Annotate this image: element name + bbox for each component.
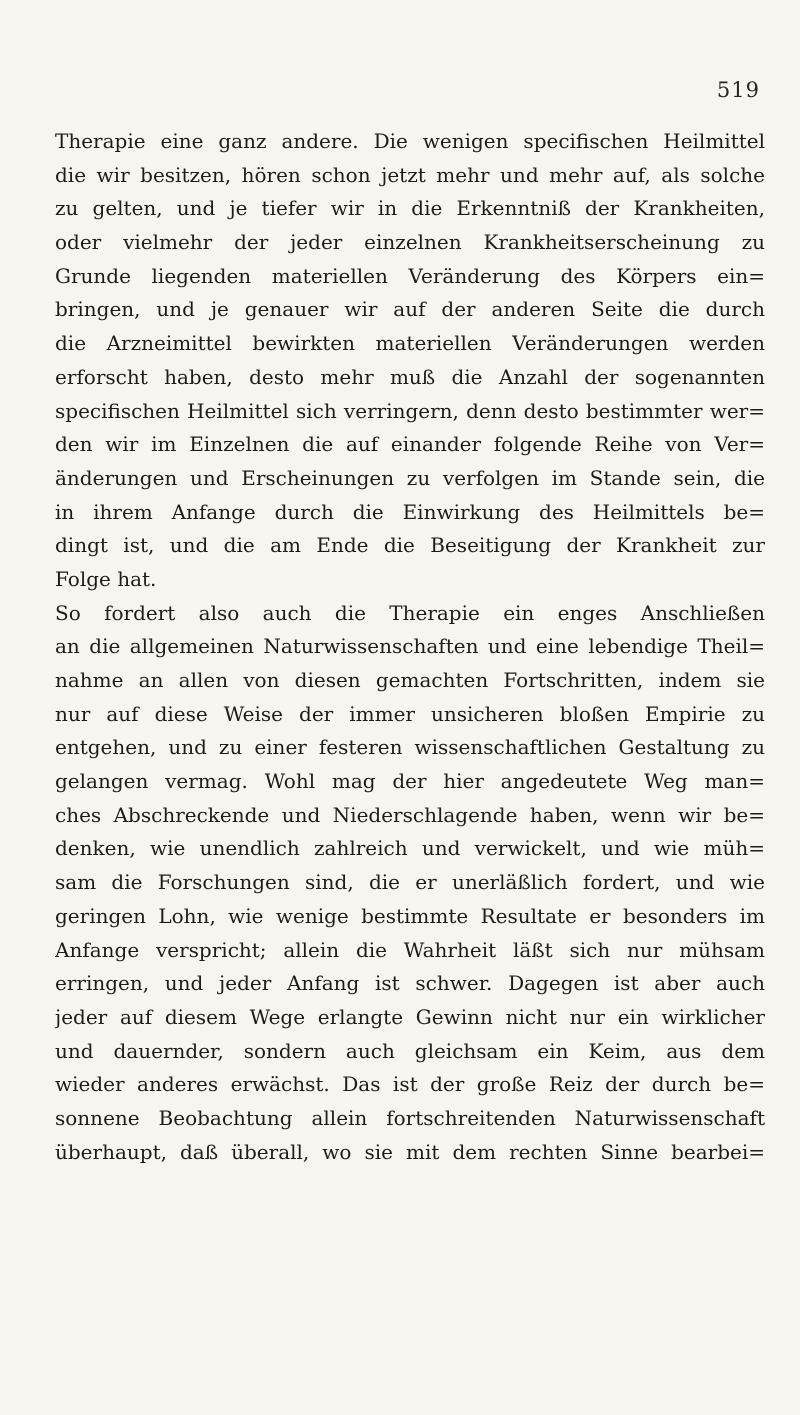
text-line: Grunde liegenden materiellen Veränderung des Körpers ein=: [55, 263, 765, 288]
text-line: specifischen Heilmittel sich verringern, denn desto bestimmter wer=: [55, 398, 765, 423]
text-line: denken, wie unendlich zahlreich und verwickelt, und wie müh=: [55, 836, 765, 861]
text-line: die wir besitzen, hören schon jetzt mehr und mehr auf, als solche: [55, 162, 765, 187]
text-line: änderungen und Erscheinungen zu verfolgen im Stande sein, die: [55, 465, 765, 490]
text-line: bringen, und je genauer wir auf der anderen Seite die durch: [55, 297, 765, 322]
page-number: 519: [716, 78, 760, 102]
text-line: jeder auf diesem Wege erlangte Gewinn nicht nur ein wirklicher: [55, 1004, 765, 1029]
text-line: zu gelten, und je tiefer wir in die Erkenntniß der Krankheiten,: [55, 196, 765, 221]
text-line: ches Abschreckende und Niederschlagende haben, wenn wir be=: [55, 802, 765, 827]
text-line: die Arzneimittel bewirkten materiellen Veränderungen werden: [55, 331, 765, 356]
text-line: erforscht haben, desto mehr muß die Anzahl der sogenannten: [55, 364, 765, 389]
text-line: sonnene Beobachtung allein fortschreitenden Naturwissenschaft: [55, 1105, 765, 1130]
text-line: nur auf diese Weise der immer unsicheren bloßen Empirie zu: [55, 701, 765, 726]
body-text: [55, 125, 765, 1169]
text-line: nahme an allen von diesen gemachten Fortschritten, indem sie: [55, 668, 765, 692]
text-line: Folge hat.: [55, 566, 157, 591]
text-line: und dauernder, sondern auch gleichsam ein Keim, aus dem: [55, 1038, 765, 1063]
text-line: in ihrem Anfange durch die Einwirkung des Heilmittels be=: [55, 499, 765, 524]
text-line: sam die Forschungen sind, die er unerläßlich fordert, und wie: [55, 870, 765, 895]
text-line: den wir im Einzelnen die auf einander folgende Reihe von Ver=: [55, 432, 765, 457]
text-line: Therapie eine ganz andere. Die wenigen specifischen Heilmittel: [55, 129, 765, 153]
text-line: So fordert also auch die Therapie ein enges Anschließen: [55, 600, 765, 625]
text-line: entgehen, und zu einer festeren wissenschaftlichen Gestaltung zu: [55, 735, 765, 760]
text-line: erringen, und jeder Anfang ist schwer. Dagegen ist aber auch: [55, 971, 765, 996]
text-line: geringen Lohn, wie wenige bestimmte Resultate er besonders im: [55, 903, 765, 928]
text-line: an die allgemeinen Naturwissenschaften und eine lebendige Theil=: [55, 634, 765, 659]
text-line: wieder anderes erwächst. Das ist der große Reiz der durch be=: [55, 1072, 765, 1097]
text-line: oder vielmehr der jeder einzelnen Krankheitserscheinung zu: [55, 230, 765, 255]
text-line: überhaupt, daß überall, wo sie mit dem rechten Sinne bearbei=: [55, 1139, 765, 1164]
text-line: Anfange verspricht; allein die Wahrheit läßt sich nur mühsam: [55, 937, 765, 962]
text-line: gelangen vermag. Wohl mag der hier angedeutete Weg man=: [55, 769, 765, 794]
text-line: dingt ist, und die am Ende die Beseitigung der Krankheit zur: [55, 533, 765, 558]
